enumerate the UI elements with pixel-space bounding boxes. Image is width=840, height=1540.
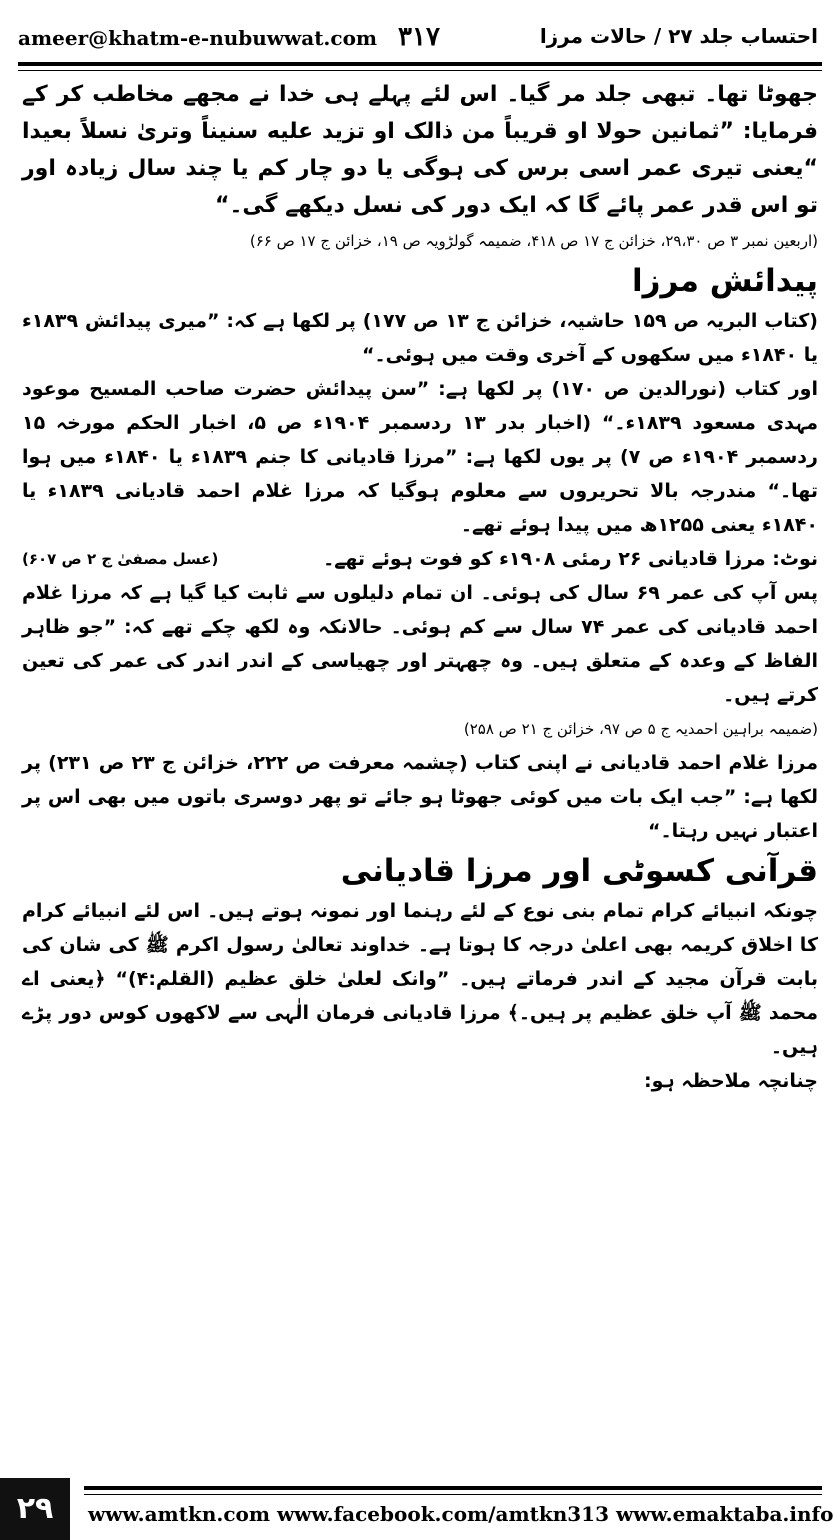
paragraph-1: جھوٹا تھا۔ تبھی جلد مر گیا۔ اس لئے پہلے ہی خدا نے مجھے مخاطب کر کے فرمایا: ”ثمانین حولا او قریباً من ذالک او تزید علیه سنیناً وتریٰ نسلاً بعیدا “یعنی تیری عمر اسی برس کی ہوگی یا دو چار کم یا چند سال زیادہ اور تو اس قدر عمر پائے گا کہ ایک دور کی نسل دیکھے گی۔“: [22, 82, 818, 218]
footer-urls: www.amtkn.com www.facebook.com/amtkn313 www.emaktaba.info: [88, 1502, 834, 1526]
paragraph-2: (کتاب البریہ ص ۱۵۹ حاشیہ، خزائن ج ۱۳ ص ۱۷۷) پر لکھا ہے کہ: ”میری پیدائش ۱۸۳۹ء یا ۱۸۴۰ء میں سکھوں کے آخری وقت میں ہوئی۔“: [22, 310, 818, 366]
note-text: نوٹ: مرزا قادیانی ۲۶ رمئی ۱۹۰۸ء کو فوت ہوئے تھے۔: [323, 548, 818, 570]
page-number-badge: ۲۹: [0, 1478, 70, 1540]
footer-rule-thin: [84, 1494, 822, 1495]
footer-rule-thick: [84, 1486, 822, 1490]
paragraph-4: پس آپ کی عمر ۶۹ سال کی ہوئی۔ ان تمام دلیلوں سے ثابت کیا گیا ہے کہ مرزا غلام احمد قادیانی کی عمر ۷۴ سال سے کم ہوئی۔ حالانکہ وہ لکھ چکے تھے کہ: ”جو ظاہر الفاظ کے وعدہ کے متعلق ہیں۔ وہ چھہتر اور چھیاسی کے اندر اندر کی عمر کی تعین کرتے ہیں۔: [22, 582, 818, 706]
note-line: [22, 542, 818, 576]
header-page-ref: ۳۱۷: [398, 22, 440, 52]
page-footer: [0, 1478, 840, 1540]
note-reference: (عسل مصفیٰ ج ۲ ص ۶۰۷): [22, 550, 219, 568]
heading-birth: پیدائش مرزا: [631, 263, 818, 299]
header-book-title: احتساب جلد ۲۷ / حالات مرزا: [539, 24, 818, 48]
page-header: [18, 18, 822, 58]
page-content: [22, 76, 818, 1468]
paragraph-6: چونکہ انبیائے کرام تمام بنی نوع کے لئے رہنما اور نمونہ ہوتے ہیں۔ اس لئے انبیائے کرام کا اخلاق کریمہ بھی اعلیٰ درجہ کا ہوتا ہے۔ خداوند تعالیٰ رسول اکرم ﷺ کی شان کی بابت قرآن مجید کے اندر فرماتے ہیں۔ ”وانک لعلیٰ خلق عظیم (القلم:۴)“ ﴿یعنی اے محمد ﷺ آپ خلق عظیم پر ہیں۔﴾ مرزا قادیانی فرمان الٰہی سے لاکھوں کوس دور پڑے ہیں۔: [22, 900, 818, 1058]
header-rule-thin: [18, 70, 822, 71]
reference-1: (اربعین نمبر ۳ ص ۲۹،۳۰، خزائن ج ۱۷ ص ۴۱۸، ضمیمہ گولڑویہ ص ۱۹، خزائن ج ۱۷ ص ۶۶): [249, 232, 818, 250]
heading-quranic-test: قرآنی کسوٹی اور مرزا قادیانی: [340, 853, 818, 889]
header-email: ameer@khatm-e-nubuwwat.com: [18, 26, 378, 50]
header-rule-thick: [18, 62, 822, 66]
paragraph-3: اور کتاب (نورالدین ص ۱۷۰) پر لکھا ہے: ”سن پیدائش حضرت صاحب المسیح موعود مہدی مسعود ۱۸۳۹ء۔“ (اخبار بدر ۱۳ ردسمبر ۱۹۰۴ء ص ۵، اخبار الحکم مورخہ ۱۵ ردسمبر ۱۹۰۴ء ص ۷) پر یوں لکھا ہے: ”مرزا قادیانی کا جنم ۱۸۳۹ء یا ۱۸۴۰ء میں ہوا تھا۔“ مندرجہ بالا تحریروں سے معلوم ہوگیا کہ مرزا غلام احمد قادیانی ۱۸۳۹ء یا ۱۸۴۰ء یعنی ۱۲۵۵ھ میں پیدا ہوئے تھے۔: [22, 378, 818, 536]
paragraph-5: مرزا غلام احمد قادیانی نے اپنی کتاب (چشمہ معرفت ص ۲۲۲، خزائن ج ۲۳ ص ۲۳۱) پر لکھا ہے: ”جب ایک بات میں کوئی جھوٹا ہو جائے تو پھر دوسری باتوں میں بھی اس پر اعتبار نہیں رہتا۔“: [22, 752, 818, 842]
reference-2: (ضمیمہ براہین احمدیہ ج ۵ ص ۹۷، خزائن ج ۲۱ ص ۲۵۸): [463, 720, 818, 738]
header-left: [18, 22, 440, 52]
paragraph-7: چنانچہ ملاحظہ ہو:: [644, 1070, 818, 1092]
